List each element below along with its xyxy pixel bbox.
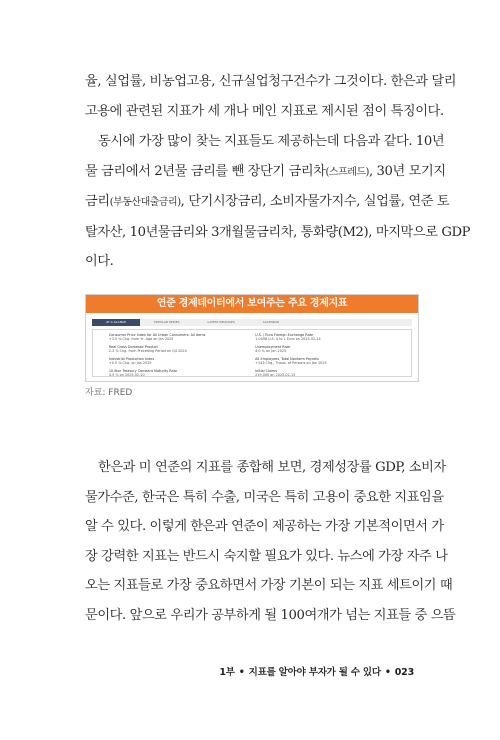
text-line [85, 157, 446, 188]
text-line: 알 수 있다. 이렇게 한은과 연준이 제공하는 가장 기본적이면서 가 [85, 519, 444, 534]
indicator-item [255, 333, 401, 345]
text-line: 한은과 미 연준의 지표를 종합해 보면, 경제성장률 GDP, 소비자 [98, 460, 446, 475]
text-line: 고용에 관련된 지표가 세 개나 메인 지표로 제시된 점이 특징이다. [85, 103, 444, 119]
indicator-name: 10-Year Treasury Constant Maturity Rate [108, 369, 178, 373]
text-span-small: (스프레드) [325, 166, 369, 178]
footer-separator: • [238, 667, 245, 678]
indicator-value: 4.0 % on Jan 2025 [255, 349, 287, 353]
fred-screenshot-figure [85, 294, 419, 382]
text-span: 물 금리에서 2년물 금리를 뺀 장단기 금리차 [85, 163, 326, 179]
indicator-item [255, 369, 401, 381]
indicator-name: Industrial Production Index [108, 357, 155, 361]
text-line [85, 187, 450, 218]
text-line: 문이다. 앞으로 우리가 공부하게 될 100여개가 넘는 지표들 중 으뜸 [85, 607, 456, 623]
indicator-panel [92, 329, 412, 377]
page-footer [219, 664, 414, 678]
indicator-item [109, 345, 255, 357]
text-span-small: (부동산대출금리) [109, 197, 181, 208]
footer-title: 지표를 알아야 부자가 될 수 있다 [248, 667, 381, 678]
paragraph-1 [85, 67, 457, 126]
indicator-name: All Employees, Total Nonfarm Payrolls [255, 357, 319, 361]
text-span: , 단기시장금리, 소비자물가지수, 실업률, 연준 토 [180, 194, 450, 209]
indicator-value: 4.5 % on 2025-02-20 [108, 373, 145, 377]
indicator-column-left [109, 333, 255, 381]
tab-latest-releases: LATEST RELEASES [207, 320, 235, 324]
figure-caption: 자료: FRED [85, 388, 133, 398]
indicator-column-right [255, 333, 401, 381]
indicator-value: +3.0 % Chg. from Yr. Ago on Jan 2025 [108, 337, 174, 341]
text-line: 탈자산, 10년물금리와 3개월물금리차, 통화량(M2), 마지막으로 GDP [85, 224, 471, 240]
text-line: 오는 지표들로 가장 중요하면서 가장 기본이 되는 지표 세트이기 때 [85, 578, 453, 593]
text-line: 이다. [85, 254, 114, 269]
indicator-value: +0.5 % Chg. on Jan 2025 [108, 361, 152, 365]
footer-part: 1부 [219, 667, 235, 678]
text-span: 금리 [85, 194, 110, 209]
indicator-name: Initial Claims [255, 369, 278, 373]
indicator-item [109, 357, 255, 369]
indicator-name: Unemployment Rate [255, 345, 291, 349]
indicator-value: 219,000 on 2025-02-15 [255, 373, 296, 377]
text-line: 율, 실업률, 비농업고용, 신규실업청구건수가 그것이다. 한은과 달리 [85, 74, 457, 89]
tab-popular-series: POPULAR SERIES [153, 320, 180, 324]
figure-tab-bar [92, 319, 412, 326]
page-number: 023 [394, 667, 414, 678]
text-span: , 30년 모기지 [368, 163, 446, 179]
figure-title: 연준 경제데이터에서 보여주는 주요 경제지표 [86, 295, 418, 313]
indicator-name: Consumer Price Index for All Urban Consumers: All Items [108, 333, 206, 337]
text-line: 장 강력한 지표는 반드시 숙지할 필요가 있다. 뉴스에 가장 자주 나 [85, 548, 448, 564]
footer-separator: • [384, 667, 391, 678]
text-line: 동시에 가장 많이 찾는 지표들도 제공하는데 다음과 같다. 10년 [98, 134, 445, 149]
text-line: 물가수준, 한국은 특히 수출, 미국은 특히 고용이 중요한 지표임을 [85, 489, 444, 505]
indicator-name: Real Gross Domestic Product [108, 345, 158, 349]
indicator-value: 1.0498 U.S. $ to 1 Euro on 2025-02-14 [255, 337, 321, 341]
indicator-item [255, 345, 401, 357]
indicator-name: U.S. / Euro Foreign Exchange Rate [255, 333, 314, 337]
indicator-value: 2.3 % Chg. from Preceding Period on Q4 2024 [108, 349, 187, 353]
tab-at-a-glance: AT A GLANCE [92, 319, 140, 326]
indicator-item [109, 333, 255, 345]
indicator-value: +143 Chg., Thous. of Persons on Jan 2025 [255, 361, 327, 365]
paragraph-2 [85, 127, 471, 277]
indicator-item [255, 357, 401, 369]
tab-calendar: CALENDAR [262, 320, 280, 324]
indicator-item [109, 369, 255, 381]
paragraph-3 [85, 453, 456, 630]
